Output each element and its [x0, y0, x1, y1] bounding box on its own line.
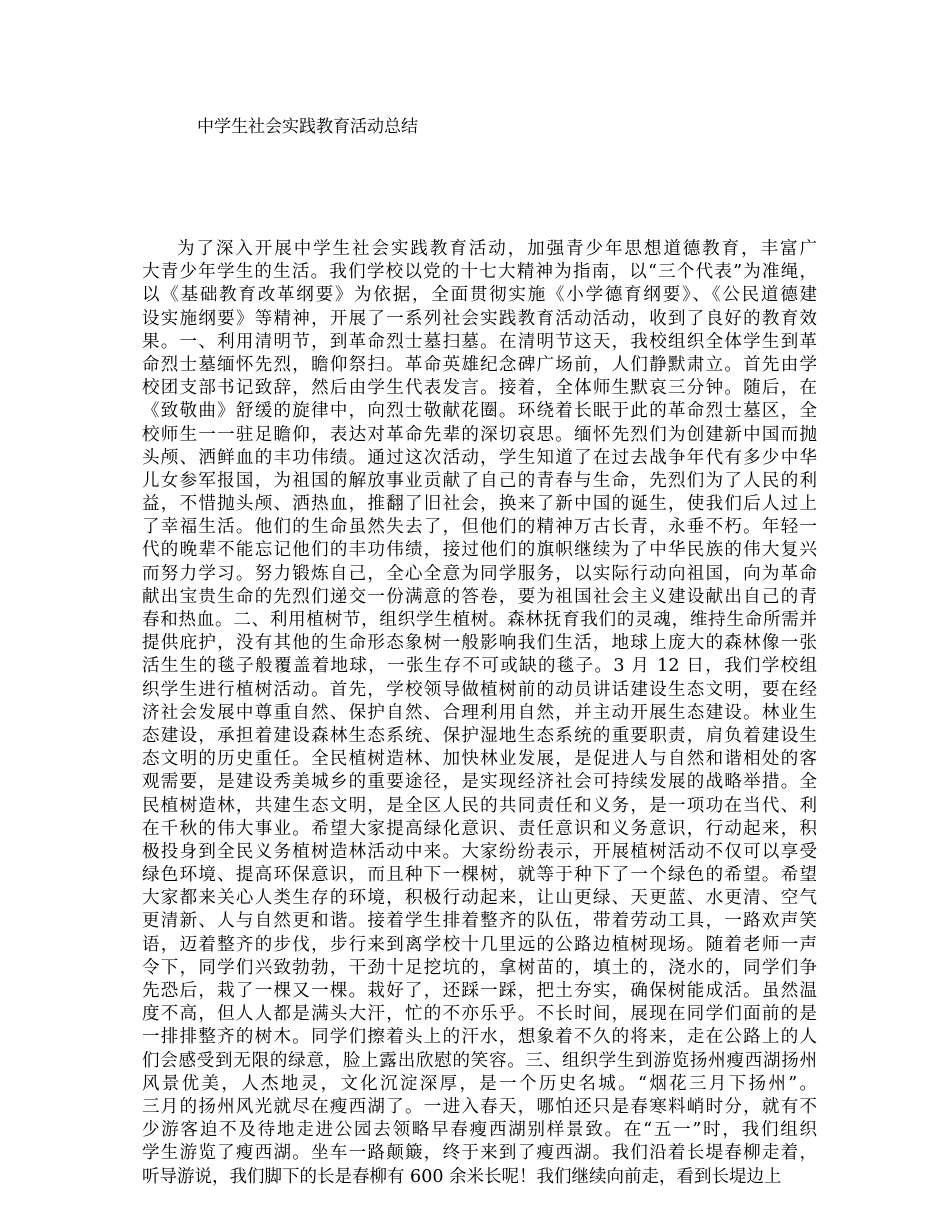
body-line: 听导游说，我们脚下的长是春柳有 600 余米长呢！我们继续向前走，看到长堤边上	[142, 1166, 782, 1187]
body-line: 设实施纲要》等精神，开展了一系列社会实践教育活动活动，收到了良好的教育效	[142, 308, 817, 329]
body-line: 先恐后，栽了一棵又一棵。栽好了，还踩一踩，把土夯实，确保树能成活。虽然温	[142, 981, 817, 1001]
body-line: 果。一、利用清明节，到革命烈士墓扫墓。在清明节这天，我校组织全体学生到革	[142, 331, 817, 352]
body-line: 校师生一一驻足瞻仰，表达对革命先辈的深切哀思。缅怀先烈们为创建新中国而抛	[142, 424, 817, 445]
body-line: 态建设，承担着建设森林生态系统、保护湿地生态系统的重要职责，肩负着建设生	[142, 725, 817, 746]
body-line: 头颅、洒鲜血的丰功伟绩。通过这次活动，学生知道了在过去战争年代有多少中华	[142, 447, 817, 468]
body-line: 以《基础教育改革纲要》为依据，全面贯彻实施《小学德育纲要》、《公民道德建	[142, 285, 817, 306]
body-line: 绿色环境、提高环保意识，而且种下一棵树，就等于种下了一个绿色的希望。希望	[142, 865, 817, 886]
body-line: 献出宝贵生命的先烈们递交一份满意的答卷，要为祖国社会主义建设献出自己的青	[142, 586, 817, 607]
body-line: 大家都来关心人类生存的环境，积极行动起来，让山更绿、天更蓝、水更清、空气	[142, 888, 817, 909]
body-line: 度不高，但人人都是满头大汗，忙的不亦乐乎。不长时间，展现在同学们面前的是	[142, 1004, 817, 1025]
body-line: 活生生的毯子般覆盖着地球，一张生存不可或缺的毯子。3 月 12 日，我们学校组	[142, 656, 817, 677]
body-line: 三月的扬州风光就尽在瘦西湖了。一进入春天，哪怕还只是春寒料峭时分，就有不	[142, 1096, 817, 1117]
body-line: 态文明的历史重任。全民植树造林、加快林业发展，是促进人与自然和谐相处的客	[142, 749, 817, 770]
body-line: 春和热血。二、利用植树节，组织学生植树。森林抚育我们的灵魂，维持生命所需并	[142, 610, 817, 630]
body-line: 《致敬曲》舒缓的旋律中，向烈士敬献花圈。环绕着长眠于此的革命烈士墓区，全	[142, 401, 817, 422]
body-line: 观需要，是建设秀美城乡的重要途径，是实现经济社会可持续发展的战略举措。全	[142, 772, 817, 793]
body-line: 极投身到全民义务植树造林活动中来。大家纷纷表示，开展植树活动不仅可以享受	[142, 841, 817, 862]
body-line: 语，迈着整齐的步伐，步行来到离学校十几里远的公路边植树现场。随着老师一声	[142, 934, 817, 955]
body-line: 提供庇护，没有其他的生命形态象树一般影响我们生活，地球上庞大的森林像一张	[142, 633, 817, 654]
body-line: 在千秋的伟大事业。希望大家提高绿化意识、责任意识和义务意识，行动起来，积	[142, 818, 817, 839]
body-line: 织学生进行植树活动。首先，学校领导做植树前的动员讲话建设生态文明，要在经	[142, 679, 817, 700]
document-body	[142, 238, 817, 1189]
body-line: 风景优美，人杰地灵，文化沉淀深厚，是一个历史名城。“烟花三月下扬州”。	[142, 1073, 817, 1094]
body-line: 代的晚辈不能忘记他们的丰功伟绩，接过他们的旗帜继续为了中华民族的伟大复兴	[142, 540, 817, 561]
body-line: 命烈士墓缅怀先烈，瞻仰祭扫。革命英雄纪念碑广场前，人们静默肃立。首先由学	[142, 354, 817, 375]
body-line: 一排排整齐的树木。同学们擦着头上的汗水，想象着不久的将来，走在公路上的人	[142, 1027, 817, 1048]
body-line: 更清新、人与自然更和谐。接着学生排着整齐的队伍，带着劳动工具，一路欢声笑	[142, 911, 817, 932]
body-line: 令下，同学们兴致勃勃，干劲十足挖坑的，拿树苗的，填土的，浇水的，同学们争	[142, 957, 817, 978]
body-line: 而努力学习。努力锻炼自己，全心全意为同学服务，以实际行动向祖国，向为革命	[142, 563, 817, 584]
document-title: 中学生社会实践教育活动总结	[197, 117, 418, 137]
body-line: 益，不惜抛头颅、洒热血，推翻了旧社会，换来了新中国的诞生，使我们后人过上	[142, 494, 817, 515]
body-line: 们会感受到无限的绿意，脸上露出欣慰的笑容。三、组织学生到游览扬州瘦西湖扬州	[142, 1050, 817, 1071]
body-line: 济社会发展中尊重自然、保护自然、合理利用自然，并主动开展生态建设。林业生	[142, 702, 817, 723]
body-line: 儿女参军报国，为祖国的解放事业贡献了自己的青春与生命，先烈们为了人民的利	[142, 470, 817, 491]
body-line: 为了深入开展中学生社会实践教育活动，加强青少年思想道德教育，丰富广	[177, 239, 817, 259]
body-line: 了幸福生活。他们的生命虽然失去了，但他们的精神万古长青，永垂不朽。年轻一	[142, 517, 817, 538]
body-line: 校团支部书记致辞，然后由学生代表发言。接着，全体师生默哀三分钟。随后，在	[142, 378, 817, 399]
body-line: 学生游览了瘦西湖。坐车一路颠簸，终于来到了瘦西湖。我们沿着长堤春柳走着，	[142, 1143, 817, 1164]
body-line: 大青少年学生的生活。我们学校以党的十七大精神为指南，以“三个代表”为准绳，	[142, 262, 817, 283]
body-line: 民植树造林，共建生态文明，是全区人民的共同责任和义务，是一项功在当代、利	[142, 795, 817, 816]
body-line: 少游客迫不及待地走进公园去领略早春瘦西湖别样景致。在“五一”时，我们组织	[142, 1120, 817, 1141]
